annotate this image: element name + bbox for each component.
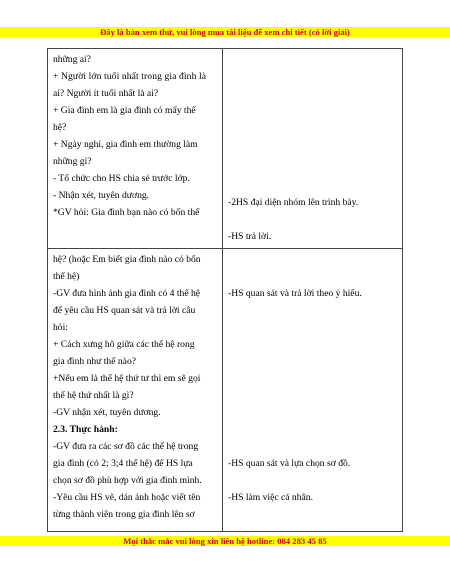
text-line: - Tổ chức cho HS chia sẻ trước lớp. [53,173,190,184]
student-activity-text: -HS quan sát và lựa chọn sơ đồ. [228,458,351,469]
text-line: + Ngày nghỉ, gia đình em thường làm [53,139,198,150]
text-line: -Yêu cầu HS vẽ, dán ảnh hoặc viết tên [53,492,201,503]
preview-banner [0,27,450,37]
text-line: những gì? [53,156,92,167]
text-line: + Người lớn tuổi nhất trong gia đình là [53,71,207,82]
student-activity-text: -2HS đại diện nhóm lên trình bày. [228,197,359,208]
text-line: hệ? [53,122,67,133]
text-line: gia đình như thế nào? [53,356,136,367]
teacher-activity-cell [48,49,221,221]
text-line: - Nhận xét, tuyên dương. [53,190,150,201]
text-line: từng thành viên trong gia đình lên sơ [53,509,195,520]
text-line: +Nếu em là thế hệ thứ tư thì em sẽ gọi [53,373,201,384]
text-line: ai? Người ít tuổi nhất là ai? [53,88,159,99]
text-line: + Cách xưng hô giữa các thế hệ rong [53,339,195,350]
column-divider [222,249,223,531]
student-activity-text: -HS làm việc cá nhân. [228,492,313,503]
text-line: -GV nhận xét, tuyên dương. [53,407,161,418]
hotline-banner-text: Mọi thắc mắc vui lòng xin liên hệ hotline: 084 283 45 85 [123,536,327,546]
text-line: hỏi: [53,322,68,333]
text-line: thế hệ) [53,271,80,282]
student-activity-text: -HS quan sát và trả lời theo ý hiểu. [228,288,362,299]
column-divider [222,49,223,248]
text-line: hệ? (hoặc Em biết gia đình nào có bốn [53,254,201,265]
lesson-table [47,48,403,532]
text-line: *GV hỏi: Gia đình bạn nào có bốn thế [53,207,200,218]
student-activity-text: -HS trả lời. [228,231,272,242]
text-line: + Gia đình em là gia đình có mấy thế [53,105,196,116]
text-line: những ai? [53,54,91,65]
text-line: -GV đưa ra các sơ đồ các thế hệ trong [53,441,199,452]
text-line: gia đình (có 2; 3;4 thế hệ) để HS lựa [53,458,193,469]
text-line: -GV đưa hình ảnh gia đình có 4 thế hệ [53,288,201,299]
text-line: thế hệ thứ nhất là gì? [53,390,134,401]
text-line: để yêu cầu HS quan sát và trả lời câu [53,305,196,316]
text-line: chọn sơ đồ phù hợp với gia đình mình. [53,475,202,486]
table-row [47,48,403,248]
preview-banner-text: Đây là bản xem thử, vui lòng mua tài liệu để xem chi tiết (có lời giải) [100,27,350,37]
teacher-activity-cell [48,249,221,523]
table-row [47,248,403,532]
section-heading: 2.3. Thực hành: [53,424,118,435]
hotline-banner [0,536,450,546]
